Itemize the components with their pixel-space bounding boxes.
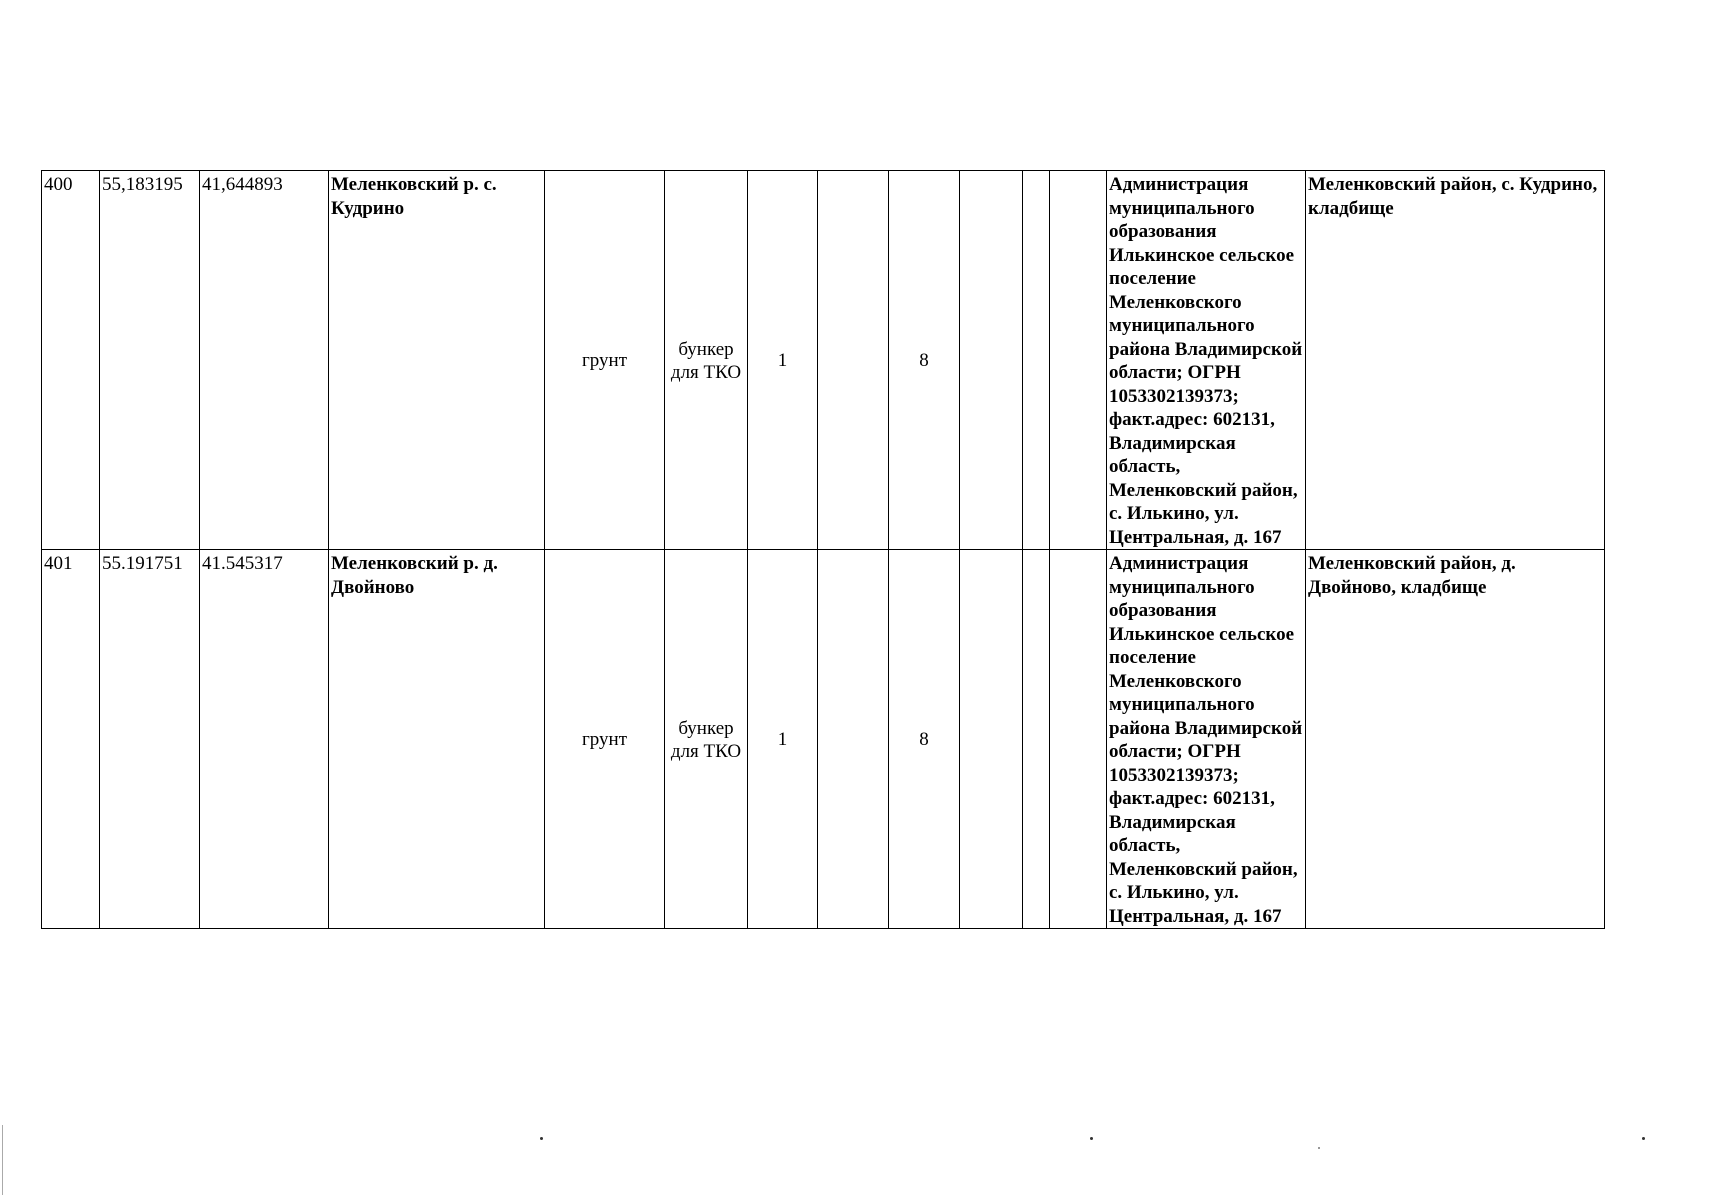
container-type-cell: бункер для ТКО [665, 171, 748, 550]
empty-cell [1023, 171, 1050, 550]
scan-speck [1642, 1137, 1645, 1140]
longitude-cell: 41,644893 [200, 171, 329, 550]
empty-cell [818, 550, 889, 929]
volume-cell: 8 [889, 171, 960, 550]
surface-cell: грунт [545, 550, 665, 929]
latitude-cell: 55,183195 [100, 171, 200, 550]
empty-cell [818, 171, 889, 550]
empty-cell [960, 171, 1023, 550]
container-count-cell: 1 [748, 550, 818, 929]
empty-cell [960, 550, 1023, 929]
scan-edge-mark [2, 1125, 3, 1195]
container-type-cell: бункер для ТКО [665, 550, 748, 929]
table-row [42, 550, 1605, 929]
volume-cell: 8 [889, 550, 960, 929]
owner-cell: Администрация муниципального образования Илькинское сельское поселение Меленковского муниципального района Владимирской области; ОГРН 1053302139373; факт.адрес: 602131, Владимирская область, Меленковский район, с. Илькино, ул. Центральная, д. 167 [1107, 550, 1306, 929]
waste-source-cell: Меленковский район, д. Двойново, кладбище [1306, 550, 1605, 929]
scan-speck [1090, 1137, 1093, 1140]
latitude-cell: 55.191751 [100, 550, 200, 929]
surface-cell: грунт [545, 171, 665, 550]
container-count-cell: 1 [748, 171, 818, 550]
owner-cell: Администрация муниципального образования Илькинское сельское поселение Меленковского муниципального района Владимирской области; ОГРН 1053302139373; факт.адрес: 602131, Владимирская область, Меленковский район, с. Илькино, ул. Центральная, д. 167 [1107, 171, 1306, 550]
table-row [42, 171, 1605, 550]
row-number: 401 [42, 550, 100, 929]
empty-cell [1023, 550, 1050, 929]
waste-sites-table [41, 170, 1605, 929]
empty-cell [1050, 171, 1107, 550]
empty-cell [1050, 550, 1107, 929]
locality-cell: Меленковский р. д. Двойново [329, 550, 545, 929]
row-number: 400 [42, 171, 100, 550]
scan-speck [540, 1137, 543, 1140]
longitude-cell: 41.545317 [200, 550, 329, 929]
scan-speck [1318, 1147, 1320, 1149]
locality-cell: Меленковский р. с. Кудрино [329, 171, 545, 550]
waste-source-cell: Меленковский район, с. Кудрино, кладбище [1306, 171, 1605, 550]
